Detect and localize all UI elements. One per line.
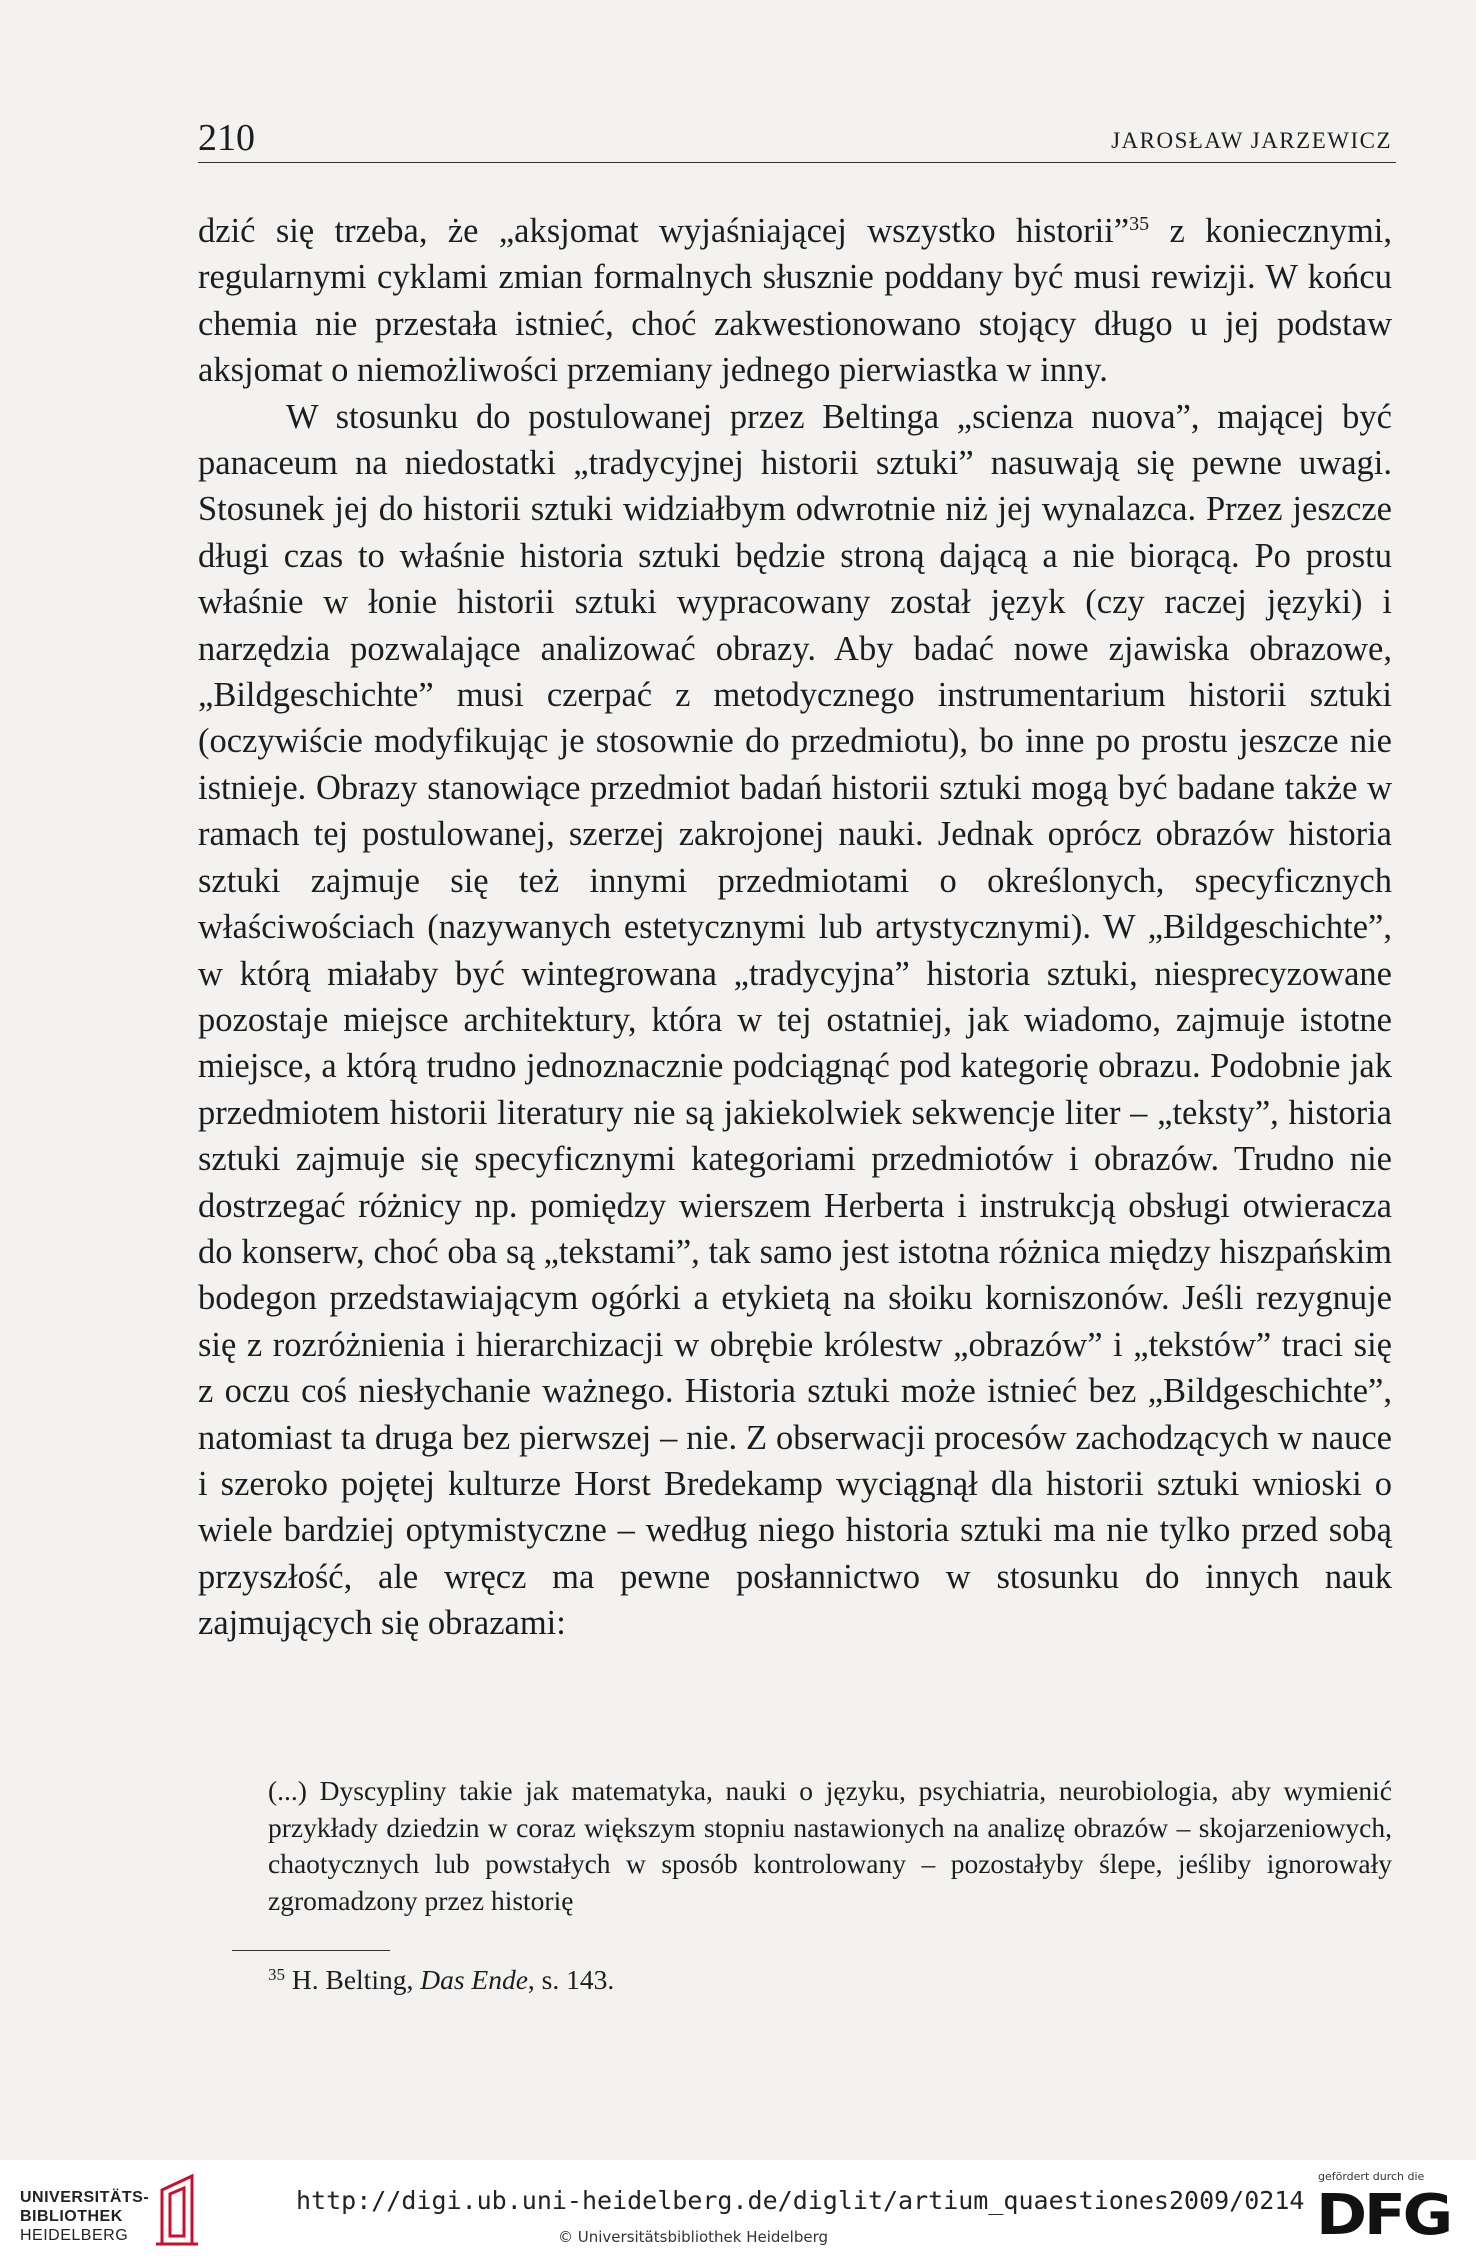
library-name-line1: UNIVERSITÄTS- xyxy=(20,2189,150,2206)
running-title: JAROSŁAW JARZEWICZ xyxy=(1111,128,1392,153)
body-text xyxy=(198,208,1392,1647)
paragraph-1-text-a: dzić się trzeba, że „aksjomat wyjaśniającej wszystko historii” xyxy=(198,212,1130,250)
permalink-url[interactable]: http://digi.ub.uni-heidelberg.de/diglit/artium_quaestiones2009/0214 xyxy=(296,2186,1305,2215)
running-header xyxy=(198,118,1396,163)
footnote-title: Das Ende xyxy=(420,1964,528,1995)
dfg-logo[interactable]: DFG xyxy=(1316,2183,1450,2248)
paragraph-1 xyxy=(198,208,1392,394)
footnote-text-before: H. Belting, xyxy=(285,1964,421,1995)
library-name-line2: BIBLIOTHEK xyxy=(20,2208,123,2225)
library-logo-text[interactable] xyxy=(20,2188,149,2245)
page-number: 210 xyxy=(198,117,255,159)
paragraph-1-text-b: z koniecznymi, regularnymi cyklami zmian formalnych słusznie poddany być musi rewizji. W końcu chemia nie przestała istnieć, choć zakwestionowano stojący długo u jej podstaw aksjomat o niemożliwości przemiany jednego pierwiastka w inny. xyxy=(198,212,1392,390)
library-name-line3: HEIDELBERG xyxy=(20,2227,129,2244)
copyright-notice: © Universitätsbibliothek Heidelberg xyxy=(558,2228,829,2246)
funding-caption: gefördert durch die xyxy=(1318,2170,1425,2183)
paragraph-2: W stosunku do postulowanej przez Beltinga „scienza nuova”, mającej być panaceum na niedostatki „tradycyjnej historii sztuki” nasuwają się pewne uwagi. Stosunek jej do historii sztuki widziałbym odwrotnie niż jej wynalazca. Przez jeszcze długi czas to właśnie historia sztuki będzie stroną dającą a nie biorącą. Po prostu właśnie w łonie historii sztuki wypracowany został język (czy raczej języki) i narzędzia pozwalające analizować obrazy. Aby badać nowe zjawiska obrazowe, „Bildgeschichte” musi czerpać z metodycznego instrumentarium historii sztuki (oczywiście modyfikując je stosownie do przedmiotu), bo inne po prostu jeszcze nie istnieje. Obrazy stanowiące przedmiot badań historii sztuki mogą być badane także w ramach tej postulowanej, szerzej zakrojonej nauki. Jednak oprócz obrazów historia sztuki zajmuje się też innymi przedmiotami o określonych, specyficznych właściwościach (nazywanych estetycznymi lub artystycznymi). W „Bildgeschichte”, w którą miałaby być wintegrowana „tradycyjna” historia sztuki, niesprecyzowane pozostaje miejsce architektury, która w tej ostatniej, jak wiadomo, zajmuje istotne miejsce, a którą trudno jednoznacznie podciągnąć pod kategorię obrazu. Podobnie jak przedmiotem historii literatury nie są jakiekolwiek sekwencje liter – „teksty”, historia sztuki zajmuje się specyficznymi kategoriami przedmiotów i obrazów. Trudno nie dostrzegać różnicy np. pomiędzy wierszem Herberta i instrukcją obsługi otwieracza do konserw, choć oba są „tekstami”, tak samo jest istotna różnica między hiszpańskim bodegon przedstawiającym ogórki a etykietą na słoiku korniszonów. Jeśli rezygnuje się z rozróżnienia i hierarchizacji w obrębie królestw „obrazów” i „tekstów” traci się z oczu coś niesłychanie ważnego. Historia sztuki może istnieć bez „Bildgeschichte”, natomiast ta druga bez pierwszej – nie. Z obserwacji procesów zachodzących w nauce i szeroko pojętej kulturze Horst Bredekamp wyciągnął dla historii sztuki wnioski o wiele bardziej optymistyczne – według niego historia sztuki ma nie tylko przed sobą przyszłość, ale wręcz ma pewne posłannictwo w stosunku do innych nauk zajmujących się obrazami: xyxy=(198,397,1392,1643)
footnote-divider xyxy=(232,1950,390,1951)
footer-bar xyxy=(0,2160,1476,2260)
footnote-reference[interactable]: 35 xyxy=(1129,213,1150,235)
footnote-text-after: , s. 143. xyxy=(527,1964,615,1995)
footnote xyxy=(268,1962,614,1998)
block-quote: (...) Dyscypliny takie jak matematyka, nauki o języku, psychiatria, neurobiologia, aby wymienić przykłady dziedzin w coraz większym stopniu nastawionych na analizę obrazów – skojarzeniowych, chaotycznych lub powstałych w sposób kontrolowany – pozostałyby ślepe, jeśliby ignorowały zgromadzony przez historię xyxy=(268,1775,1392,1916)
footnote-number: 35 xyxy=(268,1965,285,1984)
library-logo-icon xyxy=(148,2170,204,2250)
